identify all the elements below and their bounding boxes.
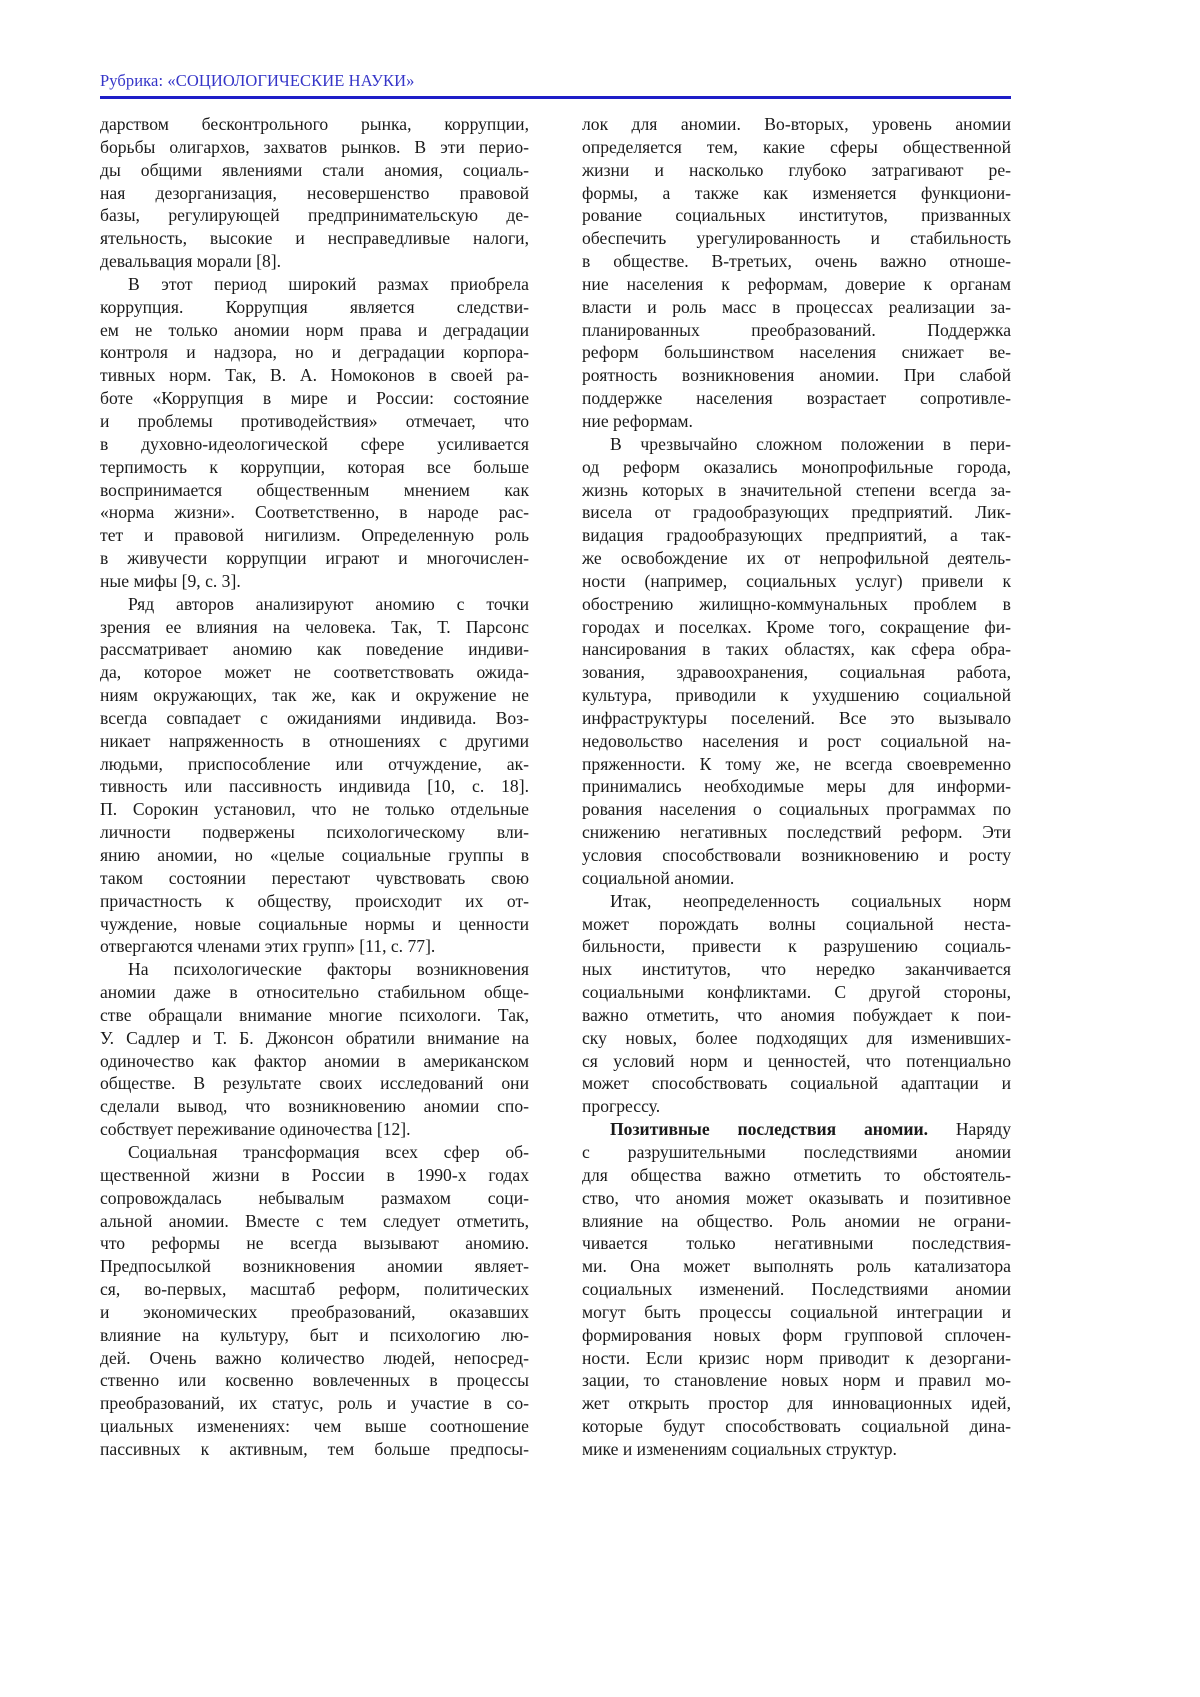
rubric-header: Рубрика: «СОЦИОЛОГИЧЕСКИЕ НАУКИ»: [100, 71, 415, 90]
paragraph: [582, 433, 1011, 890]
text-line: преобразований, их статус, роль и участие в со-: [100, 1393, 529, 1414]
text-line: ятельность, высокие и несправедливые налоги,: [100, 228, 529, 249]
paragraph: [100, 958, 529, 1141]
text-line: социальных изменений. Последствиями аномии: [582, 1279, 1011, 1300]
text-line: инфраструктуры поселений. Все это вызывало: [582, 707, 1011, 728]
text-line: городах и поселках. Кроме того, сокращение фи-: [582, 616, 1011, 637]
text-line: [582, 1118, 1011, 1141]
text-line: аномии даже в относительно стабильном обще-: [100, 982, 529, 1003]
text-line: ся, во-первых, масштаб реформ, политических: [100, 1279, 529, 1300]
paragraph: [100, 113, 529, 273]
text-line: отвергаются членами этих групп» [11, с. 77].: [100, 936, 436, 957]
text-line: тивность или пассивность индивида [10, с. 18].: [100, 776, 529, 797]
text-line: формы, а также как изменяется функциони-: [582, 182, 1011, 203]
paragraph: [582, 1118, 1011, 1461]
paragraph: [582, 113, 1011, 433]
text-line: в живучести коррупции играют и многочислен-: [100, 548, 529, 569]
text-line: с разрушительными последствиями аномии: [582, 1141, 1011, 1162]
text-line: нансирования в таких областях, как сфера обра-: [582, 639, 1011, 660]
text-line: власти и роль масс в процессах реализации за-: [582, 296, 1011, 317]
text-line: поддержке населения возрастает сопротивле-: [582, 388, 1011, 409]
text-line: дей. Очень важно количество людей, непосред-: [100, 1347, 529, 1368]
text-line: прогрессу.: [582, 1096, 661, 1117]
text-line: культура, приводили к ухудшению социальной: [582, 685, 1011, 706]
text-line: же освобождение их от непрофильной деятель-: [582, 548, 1011, 569]
text-line: ности. Если кризис норм приводит к дезоргани-: [582, 1347, 1011, 1368]
text-line: обеспечить урегулированность и стабильность: [582, 228, 1011, 249]
text-line: принимались необходимые меры для информи-: [582, 776, 1011, 797]
text-line: и экономических преобразований, оказавших: [100, 1301, 529, 1322]
text-line: пассивных к активным, тем больше предпосы-: [100, 1438, 529, 1459]
text-line: социальными конфликтами. С другой стороны,: [582, 982, 1011, 1003]
text-line: зации, то становление новых норм и правил мо-: [582, 1370, 1011, 1391]
text-line: рования населения о социальных программах по: [582, 799, 1011, 820]
text-line: ние реформам.: [582, 410, 693, 431]
paragraph: [100, 273, 529, 593]
text-line: В этот период широкий размах приобрела: [128, 273, 529, 294]
text-line: влияние на культуру, быт и психологию лю-: [100, 1324, 529, 1345]
text-line: сделали вывод, что возникновению аномии спо-: [100, 1096, 529, 1117]
text-line: никает напряженность в отношениях с другими: [100, 730, 529, 751]
paragraph: [100, 593, 529, 959]
text-line: альной аномии. Вместе с тем следует отметить,: [100, 1210, 529, 1231]
text-line: ство, что аномия может оказывать и позитивное: [582, 1187, 1011, 1208]
text-line: может порождать волны социальной неста-: [582, 913, 1011, 934]
text-line: чивается только негативными последствия-: [582, 1233, 1011, 1254]
text-line-rest: Наряду: [928, 1119, 1011, 1140]
text-line: висела от градообразующих предприятий. Лик-: [582, 502, 1011, 523]
text-line: ные мифы [9, с. 3].: [100, 570, 241, 591]
text-line: может способствовать социальной адаптации и: [582, 1073, 1011, 1094]
text-line: таком состоянии перестают чувствовать свою: [100, 867, 529, 888]
paragraph: [100, 1141, 529, 1461]
text-line: снижению негативных последствий реформ. Эти: [582, 822, 1011, 843]
text-line: ниям окружающих, так же, как и окружение не: [100, 685, 529, 706]
text-line: тет и правовой нигилизм. Определенную роль: [100, 525, 529, 546]
text-line: могут быть процессы социальной интеграции и: [582, 1301, 1011, 1322]
text-column-left: [100, 113, 529, 1461]
text-line: зрения ее влияния на человека. Так, Т. Парсонс: [100, 616, 529, 637]
text-line: щественной жизни в России в 1990-х годах: [100, 1164, 529, 1185]
text-line: ми. Она может выполнять роль катализатора: [582, 1256, 1011, 1277]
text-line: планированных преобразований. Поддержка: [582, 319, 1011, 340]
text-line: обществе. В результате своих исследований они: [100, 1073, 529, 1094]
text-line: жизни и насколько глубоко затрагивают ре-: [582, 159, 1011, 180]
text-line: мике и изменениям социальных структур.: [582, 1438, 897, 1459]
text-line: определяется тем, какие сферы общественной: [582, 136, 1011, 157]
text-line: дарством бесконтрольного рынка, коррупции,: [100, 114, 529, 134]
text-line: ску новых, более подходящих для изменивших-: [582, 1027, 1011, 1048]
text-line: зования, здравоохранения, социальная работа,: [582, 662, 1011, 683]
text-line: сопровождалась небывалым размахом соци-: [100, 1187, 529, 1208]
text-line: воспринимается общественным мнением как: [100, 479, 529, 500]
text-line: стве обращали внимание многие психологи. Так,: [100, 1004, 529, 1025]
text-line: коррупция. Коррупция является следстви-: [100, 296, 529, 317]
text-line: реформ большинством населения снижает ве-: [582, 342, 1011, 363]
text-line: «норма жизни». Соответственно, в народе рас-: [100, 502, 529, 523]
text-line: недовольство населения и рост социальной на-: [582, 730, 1011, 751]
text-line: янию аномии, но «целые социальные группы в: [100, 845, 529, 865]
text-line: ся условий норм и ценностей, что потенциально: [582, 1050, 1011, 1071]
text-line: пряженности. К тому же, не всегда своевременно: [582, 753, 1011, 774]
header-divider: [100, 96, 1011, 99]
text-line: да, которое может не соответствовать ожида-: [100, 662, 529, 683]
text-line: рассматривает аномию как поведение индиви-: [100, 639, 529, 660]
text-line: одиночество как фактор аномии в американском: [100, 1050, 529, 1071]
text-line: жизнь которых в значительной степени всегда за-: [582, 479, 1011, 500]
text-line: боте «Коррупция в мире и России: состояние: [100, 388, 529, 409]
text-line: ная дезорганизация, несовершенство правовой: [100, 182, 529, 203]
text-line: Итак, неопределенность социальных норм: [610, 890, 1011, 911]
text-line: Предпосылкой возникновения аномии являет-: [100, 1256, 529, 1277]
text-line: ных институтов, что нередко заканчивается: [582, 959, 1011, 980]
text-line: На психологические факторы возникновения: [128, 959, 529, 980]
paragraph: [582, 890, 1011, 1118]
text-line: обострению жилищно-коммунальных проблем в: [582, 593, 1011, 614]
text-line: рование социальных институтов, призванных: [582, 205, 1011, 226]
text-line: ние населения к реформам, доверие к органам: [582, 273, 1011, 294]
text-line: что реформы не всегда вызывают аномию.: [100, 1233, 529, 1254]
text-line: формирования новых форм групповой сплочен-: [582, 1324, 1011, 1345]
text-line: собствует переживание одиночества [12].: [100, 1119, 411, 1140]
text-line: всегда совпадает с ожиданиями индивида. Воз-: [100, 707, 529, 728]
text-line: базы, регулирующей предпринимательскую де-: [100, 205, 529, 226]
text-line: контроля и надзора, но и деградации корпора-: [100, 342, 529, 363]
text-line: В чрезвычайно сложном положении в пери-: [610, 433, 1011, 454]
text-line: циальных изменениях: чем выше соотношение: [100, 1416, 529, 1437]
text-line: Ряд авторов анализируют аномию с точки: [128, 593, 529, 614]
text-line: Социальная трансформация всех сфер об-: [128, 1141, 529, 1162]
text-line: П. Сорокин установил, что не только отдельные: [100, 799, 529, 820]
text-line: ем не только аномии норм права и деградации: [100, 319, 529, 340]
text-line: терпимость к коррупции, которая все больше: [100, 456, 529, 477]
text-line: условия способствовали возникновению и росту: [582, 845, 1011, 865]
text-line: лок для аномии. Во-вторых, уровень аномии: [582, 114, 1011, 134]
text-line: роятность возникновения аномии. При слабой: [582, 365, 1011, 386]
text-line: важно отметить, что аномия побуждает к пои-: [582, 1004, 1011, 1025]
text-line: в обществе. В-третьих, очень важно отноше-: [582, 251, 1011, 272]
text-line: чуждение, новые социальные нормы и ценности: [100, 913, 529, 934]
text-line: жет открыть простор для инновационных идей,: [582, 1393, 1011, 1414]
text-column-right: [582, 113, 1011, 1461]
text-line: видация градообразующих предприятий, а так-: [582, 525, 1011, 546]
text-line: бильности, привести к разрушению социаль-: [582, 936, 1011, 957]
text-line: ственно или косвенно вовлеченных в процессы: [100, 1370, 529, 1391]
text-line: личности подвержены психологическому вли-: [100, 822, 529, 843]
text-line: борьбы олигархов, захватов рынков. В эти перио-: [100, 136, 529, 157]
text-line: тивных норм. Так, В. А. Номоконов в своей ра-: [100, 365, 529, 386]
text-line: для общества важно отметить то обстоятель-: [582, 1164, 1011, 1185]
text-line: ды общими явлениями стали аномия, социаль-: [100, 159, 529, 180]
text-line: од реформ оказались монопрофильные города,: [582, 456, 1011, 477]
text-line: девальвация морали [8].: [100, 251, 282, 272]
text-line: социальной аномии.: [582, 867, 735, 888]
text-line: У. Садлер и Т. Б. Джонсон обратили внимание на: [100, 1027, 529, 1048]
text-line: в духовно-идеологической сфере усиливается: [100, 433, 529, 454]
text-line: и проблемы противодействия» отмечает, что: [100, 410, 529, 431]
text-line: которые будут способствовать социальной дина-: [582, 1416, 1011, 1437]
section-lead-heading: Позитивные последствия аномии.: [610, 1119, 929, 1140]
text-line: ности (например, социальных услуг) привели к: [582, 570, 1011, 591]
text-line: влияние на общество. Роль аномии не ограни-: [582, 1210, 1011, 1231]
text-line: причастность к обществу, происходит их от-: [100, 890, 529, 911]
text-line: людьми, приспособление или отчуждение, ак-: [100, 753, 529, 774]
